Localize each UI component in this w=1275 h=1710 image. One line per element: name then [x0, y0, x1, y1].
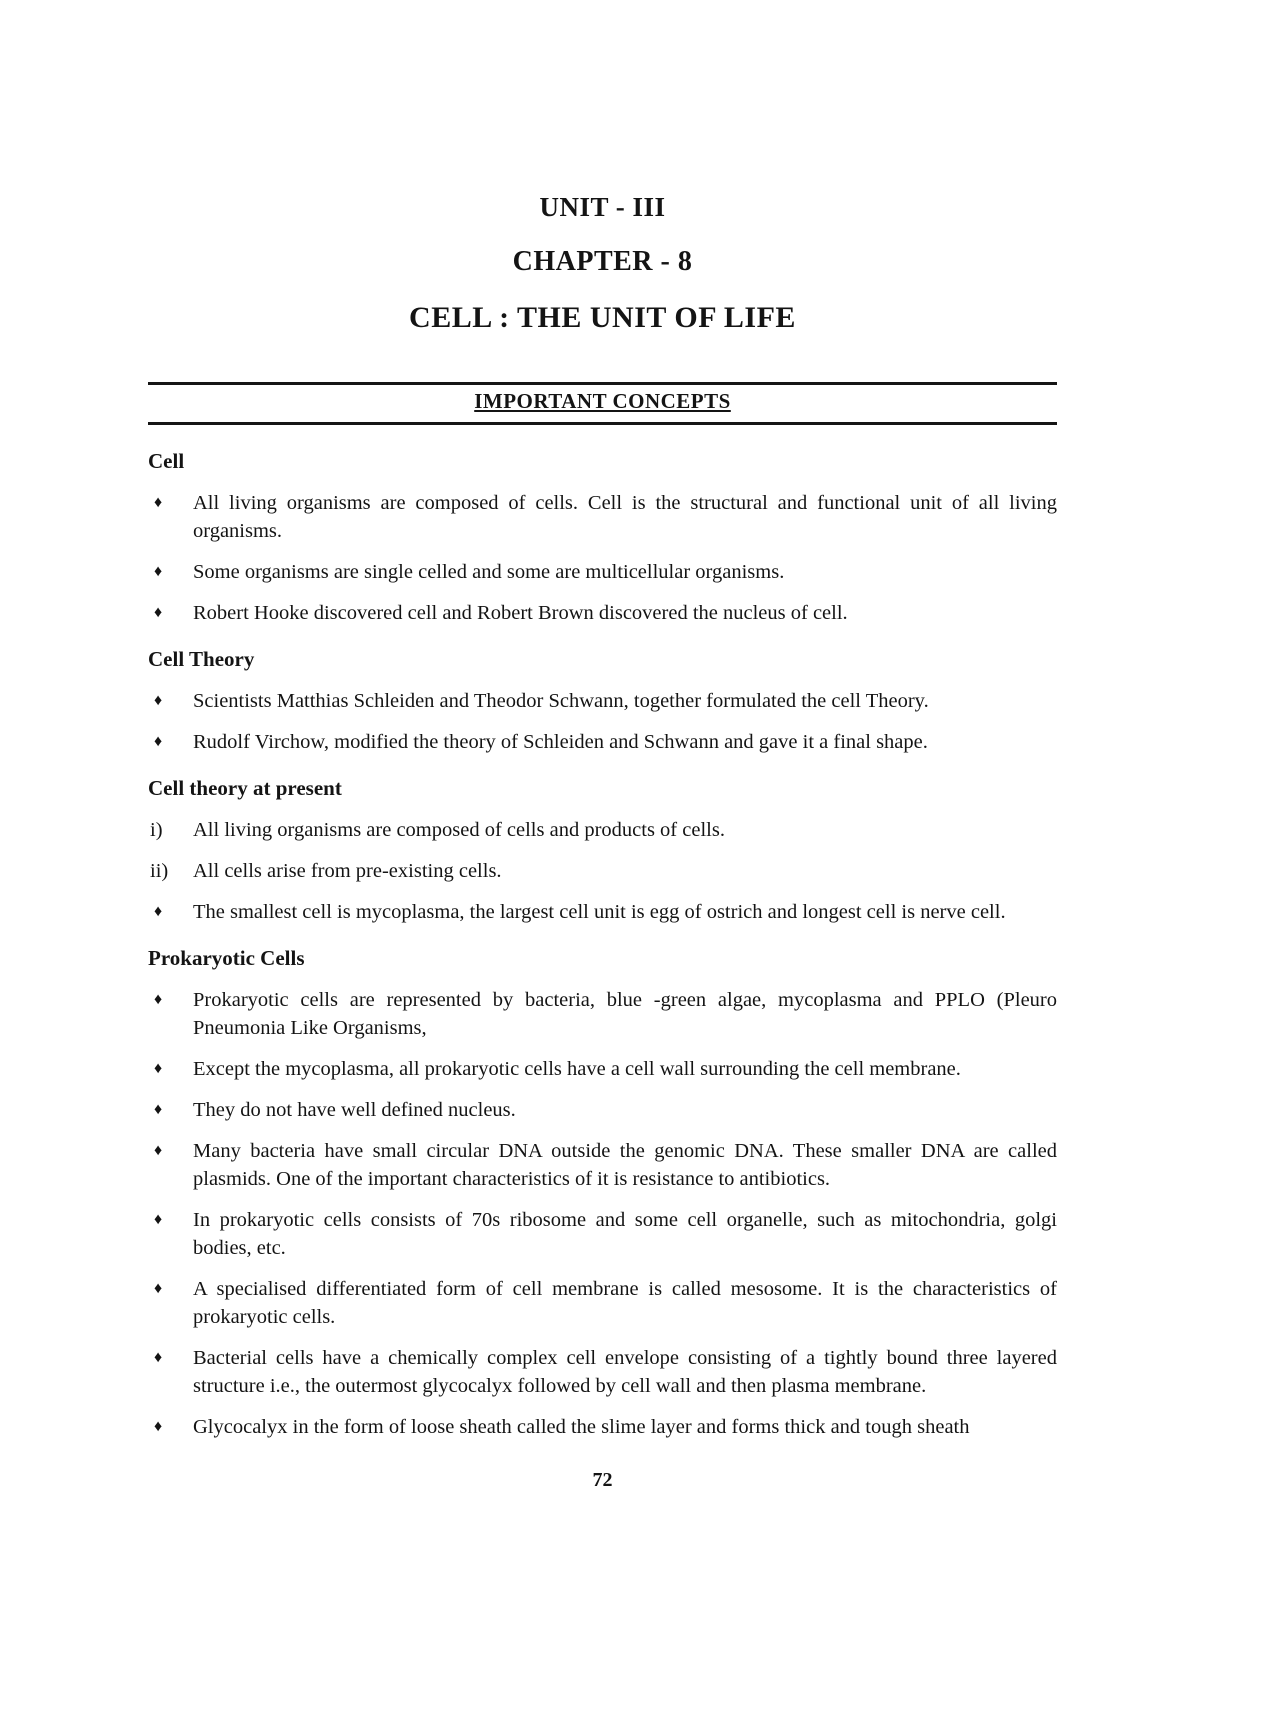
- diamond-bullet-icon: ♦: [154, 903, 163, 920]
- diamond-bullet-icon: ♦: [154, 1060, 163, 1077]
- bullet-text: Except the mycoplasma, all prokaryotic cells have a cell wall surrounding the cell membrane.: [193, 1058, 961, 1080]
- diamond-bullet-icon: ♦: [154, 1280, 163, 1297]
- bullet-item: [148, 986, 1057, 1042]
- heading-prokaryotic-cells: Prokaryotic Cells: [148, 946, 305, 970]
- bullet-text: Some organisms are single celled and some are multicellular organisms.: [193, 561, 785, 583]
- bullet-item: [148, 558, 1057, 586]
- page-footer: [148, 1469, 1057, 1492]
- diamond-bullet-icon: ♦: [154, 494, 163, 511]
- diamond-bullet-icon: ♦: [154, 1142, 163, 1159]
- diamond-bullet-icon: ♦: [154, 1418, 163, 1435]
- bullet-item: [148, 687, 1057, 715]
- bullet-text: A specialised differentiated form of cell membrane is called mesosome. It is the characteristics of prokaryotic cells.: [193, 1278, 1057, 1328]
- bullet-item: [148, 1275, 1057, 1331]
- section-banner-title: IMPORTANT CONCEPTS: [474, 389, 731, 413]
- heading-cell-theory-at-present: Cell theory at present: [148, 776, 342, 800]
- bullet-item: [148, 1206, 1057, 1262]
- bullet-text: The smallest cell is mycoplasma, the largest cell unit is egg of ostrich and longest cell is nerve cell.: [193, 901, 1006, 923]
- numbered-item: [148, 857, 1057, 885]
- bullet-text: Bacterial cells have a chemically complex cell envelope consisting of a tightly bound three layered structure i.e., the outermost glycocalyx followed by cell wall and then plasma membrane.: [193, 1347, 1057, 1397]
- bullet-item: [148, 1413, 1057, 1441]
- bullet-item: [148, 1055, 1057, 1083]
- diamond-bullet-icon: ♦: [154, 604, 163, 621]
- diamond-bullet-icon: ♦: [154, 692, 163, 709]
- diamond-bullet-icon: ♦: [154, 563, 163, 580]
- page-content: [148, 449, 1057, 1441]
- chapter-title: CHAPTER - 8: [512, 246, 693, 277]
- heading-cell: Cell: [148, 449, 185, 473]
- bullet-item: [148, 489, 1057, 545]
- bullet-item: [148, 1096, 1057, 1124]
- numbered-text: All cells arise from pre-existing cells.: [193, 860, 502, 882]
- unit-title: UNIT - III: [539, 192, 666, 222]
- bullet-text: Scientists Matthias Schleiden and Theodor Schwann, together formulated the cell Theory.: [193, 690, 929, 712]
- list-number: i): [150, 819, 163, 841]
- page-number: 72: [592, 1469, 613, 1491]
- diamond-bullet-icon: ♦: [154, 1101, 163, 1118]
- section-banner: [148, 382, 1057, 425]
- numbered-item: [148, 816, 1057, 844]
- bullet-item: [148, 728, 1057, 756]
- title-block: [148, 192, 1057, 335]
- diamond-bullet-icon: ♦: [154, 991, 163, 1008]
- bullet-item: [148, 599, 1057, 627]
- bullet-text: Rudolf Virchow, modified the theory of Schleiden and Schwann and gave it a final shape.: [193, 731, 928, 753]
- diamond-bullet-icon: ♦: [154, 733, 163, 750]
- bullet-item: [148, 898, 1057, 926]
- bullet-text: All living organisms are composed of cells. Cell is the structural and functional unit of all living organisms.: [193, 492, 1057, 542]
- heading-cell-theory: Cell Theory: [148, 647, 255, 671]
- bullet-text: They do not have well defined nucleus.: [193, 1099, 516, 1121]
- bullet-text: Robert Hooke discovered cell and Robert Brown discovered the nucleus of cell.: [193, 602, 848, 624]
- list-number: ii): [150, 860, 169, 882]
- diamond-bullet-icon: ♦: [154, 1349, 163, 1366]
- page-title: CELL : THE UNIT OF LIFE: [409, 301, 796, 334]
- bullet-text: Many bacteria have small circular DNA outside the genomic DNA. These smaller DNA are called plasmids. One of the important characteristics of it is resistance to antibiotics.: [193, 1140, 1057, 1190]
- bullet-text: Prokaryotic cells are represented by bacteria, blue -green algae, mycoplasma and PPLO (Pleuro Pneumonia Like Organisms,: [193, 989, 1057, 1039]
- bullet-item: [148, 1137, 1057, 1193]
- bullet-text: Glycocalyx in the form of loose sheath called the slime layer and forms thick and tough sheath: [193, 1416, 970, 1438]
- numbered-text: All living organisms are composed of cells and products of cells.: [193, 819, 725, 841]
- diamond-bullet-icon: ♦: [154, 1211, 163, 1228]
- bullet-item: [148, 1344, 1057, 1400]
- bullet-text: In prokaryotic cells consists of 70s ribosome and some cell organelle, such as mitochondria, golgi bodies, etc.: [193, 1209, 1057, 1259]
